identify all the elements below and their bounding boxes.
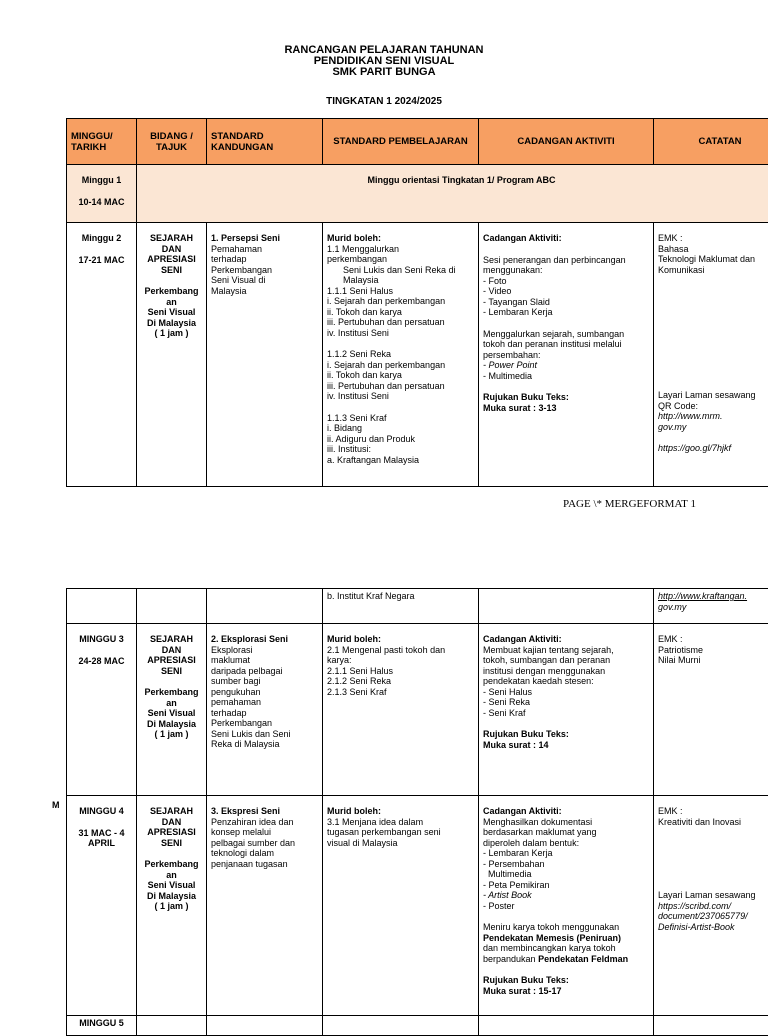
link-mrm[interactable]: http://www.mrm. [658, 411, 768, 422]
week-cell: MINGGU 4 31 MAC - 4 APRIL [67, 796, 137, 1016]
col-header-bidang: BIDANG / TAJUK [137, 119, 207, 165]
cadangan-aktiviti-cell: Cadangan Aktiviti: Sesi penerangan dan perbincangan menggunakan: - Foto - Video - Tayangan Slaid - Lembaran Kerja Menggalurkan sejarah, sumbangan tokoh dan peranan institusi melalui persembahan: - Power Point - Multimedia Rujukan Buku Teks: Muka surat : 3-13 [479, 223, 654, 487]
margin-letter: M [52, 800, 60, 810]
standard-kandungan-cell: 1. Persepsi Seni Pemahaman terhadap Perkembangan Seni Visual di Malaysia [207, 223, 323, 487]
link-scribd-cont2[interactable]: Definisi-Artist-Book [658, 922, 768, 933]
page-field-code: PAGE \* MERGEFORMAT 1 [563, 498, 696, 510]
plan-table-page1 [66, 118, 768, 487]
week-cell: Minggu 2 17-21 MAC [67, 223, 137, 487]
title-line-2: PENDIDIKAN SENI VISUAL [0, 56, 768, 67]
title-line-3: SMK PARIT BUNGA [0, 67, 768, 78]
link-mrm-cont[interactable]: gov.my [658, 422, 768, 433]
catatan-cell: EMK : Bahasa Teknologi Maklumat dan Komunikasi Layari Laman sesawang QR Code: http://www.mrm. gov.my https://goo.gl/7hjkf [654, 223, 768, 487]
table-row-minggu-2 [67, 223, 768, 487]
week-cell: MINGGU 3 24-28 MAC [67, 624, 137, 796]
catatan-cell: EMK : Patriotisme Nilai Murni [654, 624, 768, 796]
week-cell: Minggu 1 10-14 MAC [67, 165, 137, 223]
week-cell: MINGGU 5 [67, 1016, 137, 1036]
cadangan-aktiviti-cell: Cadangan Aktiviti: Menghasilkan dokumentasi berdasarkan maklumat yang diperoleh dalam bentuk: - Lembaran Kerja - Persembahan Multimedia - Peta Pemikiran - Artist Book - Poster Meniru karya tokoh menggunakan Pendekatan Memesis (Peniruan) dan membincangkan karya tokoh berpandukan Pendekatan Feldman Rujukan Buku Teks: Muka surat : 15-17 [479, 796, 654, 1016]
link-scribd[interactable]: https://scribd.com/ [658, 901, 768, 912]
col-header-standard-pembelajaran: STANDARD PEMBELAJARAN [323, 119, 479, 165]
table-row-minggu-3 [67, 624, 768, 796]
link-scribd-cont[interactable]: document/237065779/ [658, 911, 768, 922]
col-header-minggu: MINGGU/ TARIKH [67, 119, 137, 165]
col-header-standard-kandungan: STANDARD KANDUNGAN [207, 119, 323, 165]
link-kraftangan[interactable]: http://www.kraftangan. [658, 591, 768, 602]
bidang-cell: SEJARAH DAN APRESIASI SENI Perkembang an Seni Visual Di Malaysia ( 1 jam ) [137, 223, 207, 487]
plan-table-page2 [66, 588, 768, 1036]
bidang-cell: SEJARAH DAN APRESIASI SENI Perkembang an Seni Visual Di Malaysia ( 1 jam ) [137, 796, 207, 1016]
catatan-cell: EMK : Kreativiti dan Inovasi Layari Laman sesawang https://scribd.com/ document/237065779/ Definisi-Artist-Book [654, 796, 768, 1016]
standard-pembelajaran-cell: Murid boleh: 2.1 Mengenal pasti tokoh dan karya: 2.1.1 Seni Halus 2.1.2 Seni Reka 2.1.3 Seni Kraf [323, 624, 479, 796]
table-row-minggu-5 [67, 1016, 768, 1036]
standard-pembelajaran-cell: Murid boleh: 1.1 Menggalurkan perkembangan Seni Lukis dan Seni Reka di Malaysia 1.1.1 Seni Halus i. Sejarah dan perkembangan ii. Tokoh dan karya iii. Pertubuhan dan persatuan iv. Institusi Seni 1.1.2 Seni Reka i. Sejarah dan perkembangan ii. Tokoh dan karya iii. Pertubuhan dan persatuan iv. Institusi Seni 1.1.3 Seni Kraf i. Bidang ii. Adiguru dan Produk iii. Institusi: a. Kraftangan Malaysia [323, 223, 479, 487]
orientation-note: Minggu orientasi Tingkatan 1/ Program ABC [137, 165, 768, 223]
link-goo-gl[interactable]: https://goo.gl/7hjkf [658, 443, 768, 454]
bidang-cell: SEJARAH DAN APRESIASI SENI Perkembang an Seni Visual Di Malaysia ( 1 jam ) [137, 624, 207, 796]
document-title [0, 45, 768, 78]
table-row-orientasi [67, 165, 768, 223]
cadangan-aktiviti-cell: Cadangan Aktiviti: Membuat kajian tentang sejarah, tokoh, sumbangan dan peranan institusi dengan menggunakan pendekatan kaedah stesen: - Seni Halus - Seni Reka - Seni Kraf Rujukan Buku Teks: Muka surat : 14 [479, 624, 654, 796]
title-line-1: RANCANGAN PELAJARAN TAHUNAN [0, 45, 768, 56]
tingkatan-label: TINGKATAN 1 2024/2025 [0, 96, 768, 107]
col-header-cadangan-aktiviti: CADANGAN AKTIVITI [479, 119, 654, 165]
col-header-catatan: CATATAN [654, 119, 768, 165]
standard-pembelajaran-cell: b. Institut Kraf Negara [323, 589, 479, 624]
link-kraftangan-cont[interactable]: gov.my [658, 602, 768, 613]
table-row-minggu-4 [67, 796, 768, 1016]
table-row-continuation [67, 589, 768, 624]
standard-pembelajaran-cell: Murid boleh: 3.1 Menjana idea dalam tugasan perkembangan seni visual di Malaysia [323, 796, 479, 1016]
catatan-cell [654, 589, 768, 624]
standard-kandungan-cell: 2. Eksplorasi Seni Eksplorasi maklumat daripada pelbagai sumber bagi pengukuhan pemahaman terhadap Perkembangan Seni Lukis dan Seni Reka di Malaysia [207, 624, 323, 796]
standard-kandungan-cell: 3. Ekspresi Seni Penzahiran idea dan konsep melalui pelbagai sumber dan teknologi dalam penjanaan tugasan [207, 796, 323, 1016]
